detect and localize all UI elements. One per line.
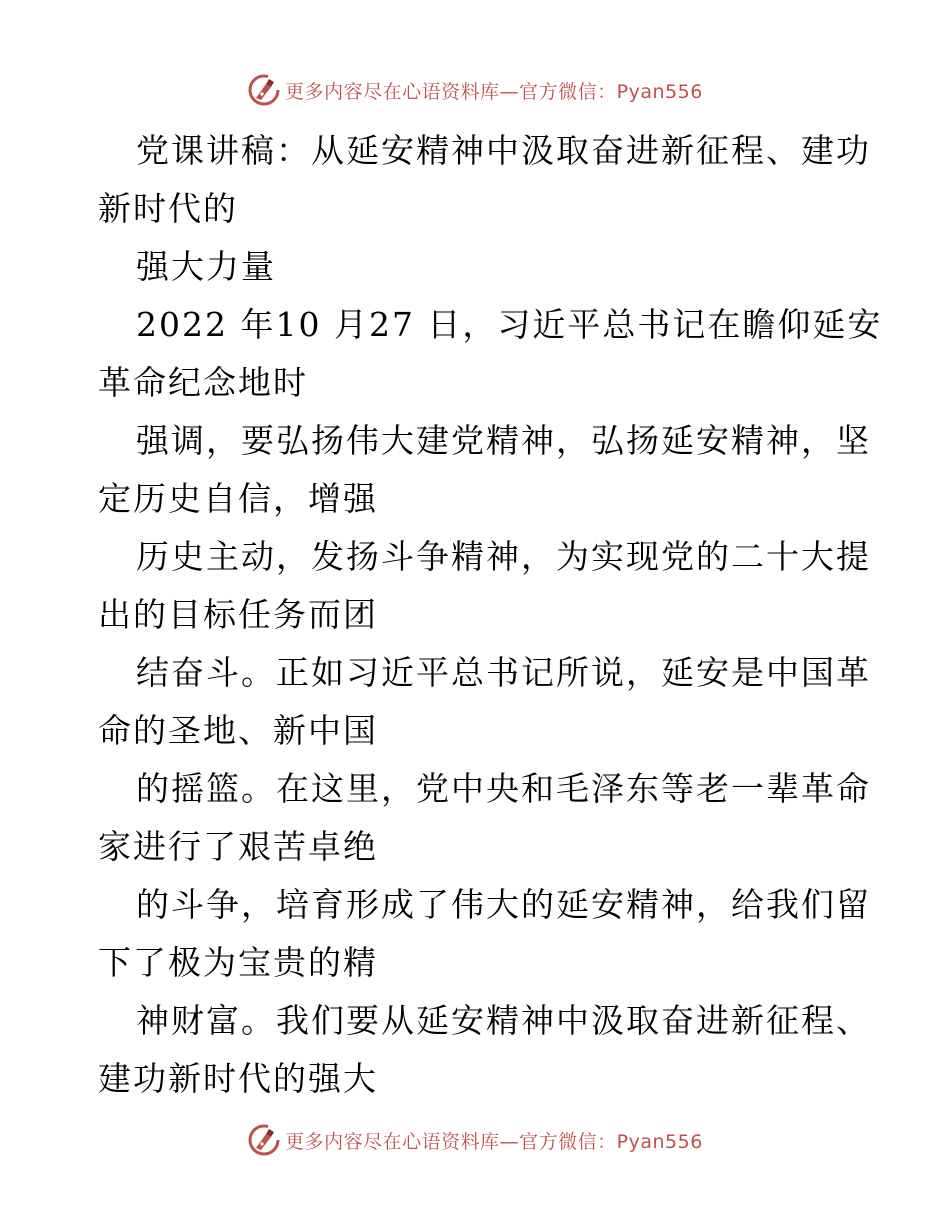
text-line: 2022 年10 月27 日，习近平总书记在瞻仰延安 [136,305,883,344]
pen-nib-logo-icon [247,73,281,107]
text-line: 强调，要弘扬伟大建党精神，弘扬延安精神，坚 [136,421,871,460]
document-body [98,122,883,1108]
text-line: 定历史自信，增强 [98,479,378,518]
text-line: 命的圣地、新中国 [98,711,378,750]
text-line: 强大力量 [136,247,276,286]
text-line: 下了极为宝贵的精 [98,943,378,982]
header-banner-text: 更多内容尽在心语资料库—官方微信：Pyan556 [285,80,703,103]
footer-banner [0,1120,950,1160]
pen-nib-logo-icon [247,1123,281,1157]
text-line: 出的目标任务而团 [98,595,378,634]
text-line: 神财富。我们要从延安精神中汲取奋进新征程、 [136,1001,871,1040]
text-line: 结奋斗。正如习近平总书记所说，延安是中国革 [136,653,871,692]
text-line: 家进行了艰苦卓绝 [98,827,378,866]
header-banner [0,70,950,110]
text-line: 革命纪念地时 [98,363,308,402]
text-line: 新时代的 [98,189,238,228]
footer-banner-text: 更多内容尽在心语资料库—官方微信：Pyan556 [285,1130,703,1153]
text-line: 历史主动，发扬斗争精神，为实现党的二十大提 [136,537,871,576]
text-line: 党课讲稿：从延安精神中汲取奋进新征程、建功 [136,131,871,170]
text-line: 的摇篮。在这里，党中央和毛泽东等老一辈革命 [136,769,871,808]
text-line: 建功新时代的强大 [98,1059,378,1098]
text-line: 的斗争，培育形成了伟大的延安精神，给我们留 [136,885,871,924]
